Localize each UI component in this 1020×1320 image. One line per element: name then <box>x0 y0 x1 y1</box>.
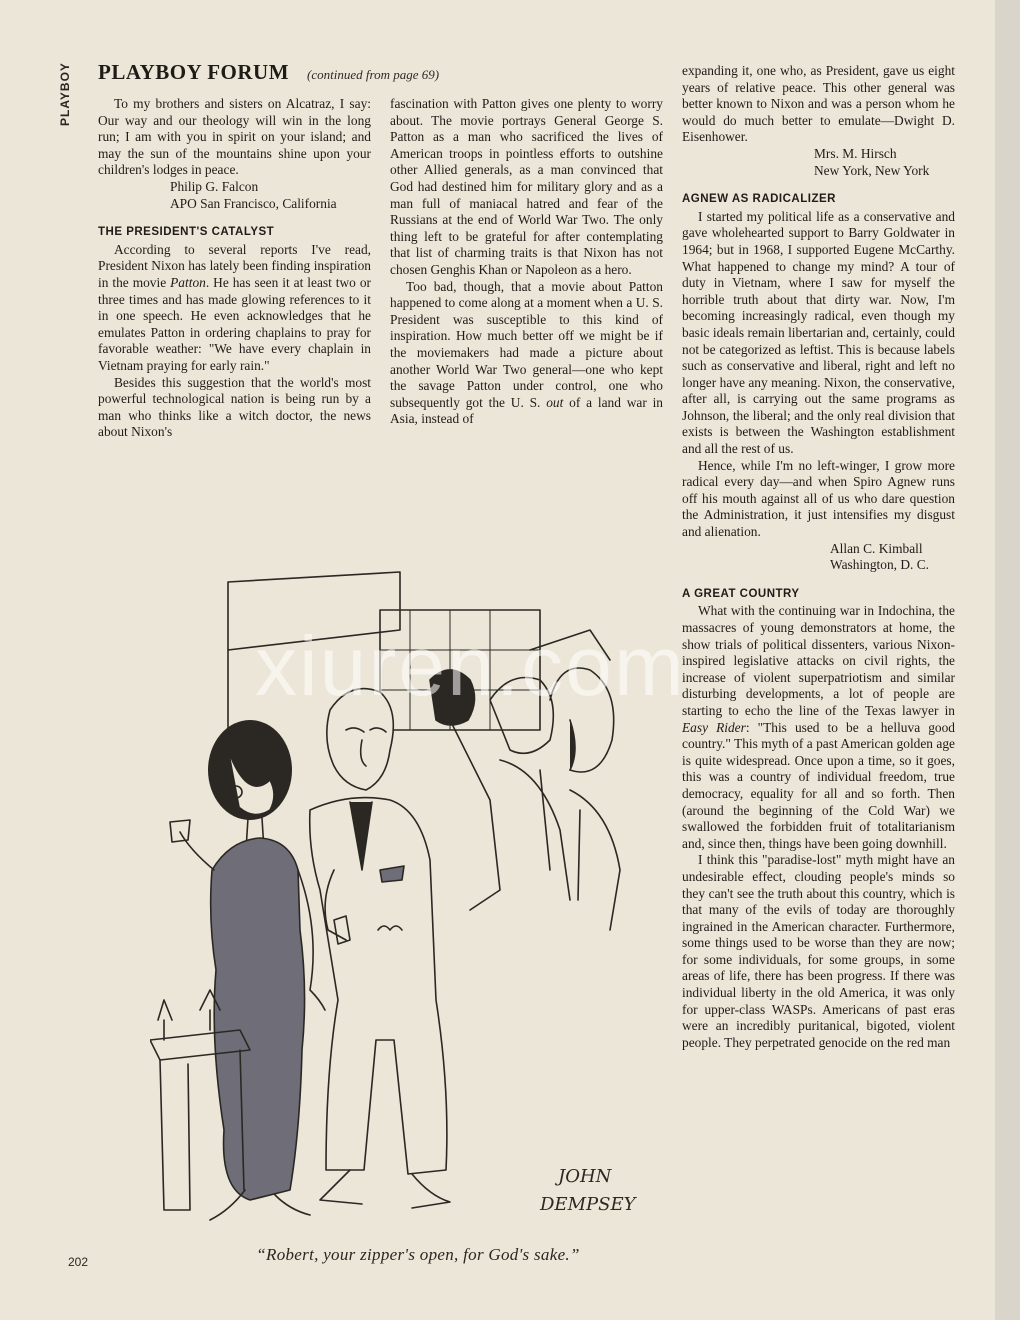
letter-heading: THE PRESIDENT'S CATALYST <box>98 226 275 239</box>
artist-signature-line1: JOHN <box>558 1166 612 1187</box>
page-edge-shadow <box>995 0 1020 1320</box>
text-column-3 <box>682 63 955 1051</box>
emphasis-word: out <box>546 394 564 410</box>
cartoon-caption: “Robert, your zipper's open, for God's sake.” <box>256 1245 580 1264</box>
letter-paragraph: Too bad, though, that a movie about Patton happened to come along at a moment when a U. S. President was susceptible to this kind of inspiration. How much better off we might be if the moviemakers had made a picture about another World War Two general—one who kept the savage Patton under control, one who subsequently got the U. S. out of a land war in Asia, instead of <box>390 278 663 427</box>
signature-name: Allan C. Kimball <box>830 540 923 556</box>
page-number: 202 <box>68 1255 89 1269</box>
letter-paragraph: Besides this suggestion that the world's most powerful technological nation is being run by a man who thinks like a witch doctor, the news about Nixon's <box>98 374 371 440</box>
section-header <box>98 60 439 85</box>
continued-note: (continued from page 69) <box>307 67 440 82</box>
wall-frame <box>228 572 400 650</box>
side-magazine-mark: PLAYBOY <box>58 62 72 126</box>
letter-paragraph: fascination with Patton gives one plenty to worry about. The movie portrays General George S. Patton as a man who sacrificed the lives of American troops in pointless efforts to outshine other Allied generals, as a man convinced that God had destined him for military glory and as a man full of maniacal hatred and fear of the Russians at the end of World War Two. The only thing left to be grateful for after contemplating that list of charming traits is that Nixon has not chosen Genghis Khan or Napoleon as a hero. <box>390 96 663 277</box>
signature-place: Washington, D. C. <box>830 557 929 573</box>
man-figure <box>310 689 450 1208</box>
watermark: xiuren.com <box>255 619 686 713</box>
background-crowd <box>430 668 620 930</box>
signature-name: Philip G. Falcon <box>170 178 259 194</box>
letter-heading: A GREAT COUNTRY <box>682 587 800 600</box>
letter-paragraph: I started my political life as a conservative and gave wholehearted support to Barry Goldwater in 1964; but in 1968, I supported Eugene McCarthy. What happened to change my mind? A tour of duty in Vietnam, where I saw for myself the horrible truth about that dirty war. Now, I'm becoming increasingly radical, even though my basic ideals remain libertarian and, certainly, could not be categorized as leftist. This is because labels such as conservative and liberal, right and left no longer have any meaning. Nixon, the conservative, after all, is carrying out the same programs as Johnson, the liberal; and the only real division that exists is between the Washington establishment and all the rest of us. <box>682 208 955 457</box>
woman-figure <box>170 720 325 1220</box>
letter-paragraph: What with the continuing war in Indochina, the massacres of young demonstrators at home, the show trials of political dissenters, various Nixon-inspired legislative attacks on civil rights, the increase of violent superpatriotism and similar disturbing developments, a lot of people are starting to echo the line of the Texas lawyer in Easy Rider: "This used to be a helluva good country." This myth of a past American golden age is quite widespread. Once upon a time, so it goes, this was a country of individual freedom, true democracy, equality for all and so forth. Then (around the beginning of the Cold War) we swallowed the forbidden fruit of totalitarianism and, since then, things have been going downhill. <box>682 603 955 851</box>
section-title: PLAYBOY FORUM <box>98 60 290 84</box>
letter-heading: AGNEW AS RADICALIZER <box>682 193 836 206</box>
letter-paragraph: To my brothers and sisters on Alcatraz, I say: Our way and our theology will win in the long run; I am with you in spirit on your island; and may the sun of the mountains shine upon your children's lodges in peace. <box>98 96 371 178</box>
text-column-1 <box>98 96 371 441</box>
letter-paragraph: Hence, while I'm no left-winger, I grow more radical every day—and when Spiro Agnew runs off his mouth against all of us who dare question the Administration, it just intensifies my disgust and alienation. <box>682 457 955 540</box>
signature-place: New York, New York <box>814 162 930 178</box>
text-column-2 <box>390 96 663 428</box>
cartoon-illustration <box>150 570 675 1230</box>
signature-name: Mrs. M. Hirsch <box>814 145 897 161</box>
letter-paragraph: I think this "paradise-lost" myth might have an undesirable effect, clouding people's minds so they can't see the truth about this country, which is that many of the evils of today are thoroughly ingrained in the American character. Furthermore, some things used to be worse than they are now; for some individuals, for some groups, in some areas of life, there has been progress. If there was individual liberty in the old America, it was only for upper-class WASPs. Americans of past eras were an incredibly puritanical, bigoted, violent people. They perpetrated genocide on the red man <box>682 852 955 1050</box>
film-title: Patton <box>170 274 206 290</box>
artist-signature-line2: DEMPSEY <box>540 1194 636 1215</box>
signature-place: APO San Francisco, California <box>170 195 337 211</box>
film-title: Easy Rider <box>682 719 746 735</box>
letter-paragraph: According to several reports I've read, President Nixon has lately been finding inspiration in the movie Patton. He has seen it at least two or three times and has made glowing references to it in one speech. He even acknowledges that he emulates Patton in ordering chaplains to pray for favorable weather: "We have every chaplain in Vietnam praying for early rain." <box>98 241 371 373</box>
letter-paragraph: expanding it, one who, as President, gave us eight years of relative peace. This other general was better known to Nixon and was a person whom he would do much better to emulate—Dwight D. Eisenhower. <box>682 63 955 145</box>
